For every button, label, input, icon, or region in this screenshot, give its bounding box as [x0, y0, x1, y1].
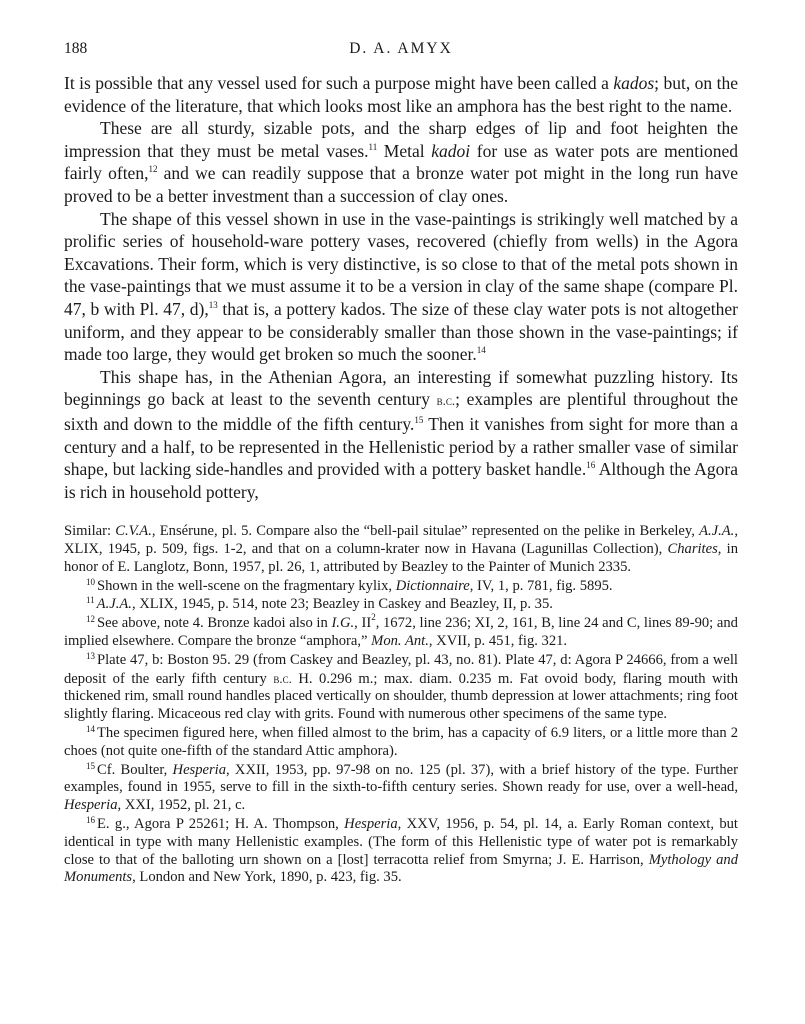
running-head: D. A. AMYX: [349, 40, 453, 57]
footnote-16: $^{16}$ E. g., Agora P 25261; H. A. Thompson, Hesperia, XXV, 1956, p. 54, pl. 14, a. Early Roman context, but identical in type with many Hellenistic examples. (The form of this Hellenistic type of water pot is remarkably close to that of the balloting urn shown on a [lost] terracotta relief from Smyrna; J. E. Harrison, Mythology and Monuments, London and New York, 1890, p. 423, fig. 35.: [64, 815, 738, 886]
footnote-ref-15[interactable]: 15: [414, 414, 424, 425]
footnote-ref-16[interactable]: 16: [586, 460, 596, 471]
footnote-ref-13[interactable]: 13: [208, 299, 218, 310]
footnotes: [64, 523, 738, 887]
page-number: 188: [64, 40, 88, 57]
page: [64, 38, 738, 887]
paragraph-4: This shape has, in the Athenian Agora, an interesting if somewhat puzzling history. Its beginnings go back at least to the seventh century b.c.; examples are plentiful throughout the sixth and down to the middle of the fifth century.$^{15}$ Then it vanishes from sight for more than a century and a half, to be represented in the Hellenistic period by a rather smaller vase of similar shape, but lacking side-handles and provided with a pottery basket handle.$^{16}$ Although the Agora is rich in household pottery,: [64, 366, 739, 502]
footnote-continuation: Similar: C.V.A., Ensérune, pl. 5. Compare also the “bell-pail situlae” represented on the pelike in Berkeley, A.J.A., XLIX, 1945, p. 509, figs. 1-2, and that on a column-krater now in Havana (Lagunillas Collection), Charites, in honor of E. Langlotz, Bonn, 1957, pl. 26, 1, attributed by Beazley to the Painter of Munich 2335.: [64, 523, 739, 575]
page-header: [64, 38, 738, 64]
footnote-13: $^{13}$ Plate 47, b: Boston 95. 29 (from Caskey and Beazley, pl. 43, no. 81). Plate 47, d: Agora P 24666, from a well deposit of the early fifth century b.c. H. 0.296 m.; max. diam. 0.235 m. Fat ovoid body, flaring mouth with thickened rim, small round handles placed vertically on shoulder, thumb depression at lower attachments; ring foot slightly flaring. Micaceous red clay with grits. Found with numerous other specimens of the same type.: [64, 650, 738, 723]
body-text: [64, 72, 738, 503]
paragraph-1: It is possible that any vessel used for such a purpose might have been called a kados; but, on the evidence of the literature, that which looks most like an amphora has the best right to the name.: [64, 73, 738, 116]
footnote-14: $^{14}$ The specimen figured here, when filled almost to the brim, has a capacity of 6.9 liters, or a little more than 2 choes (not quite one-fifth of the standard Attic amphora).: [64, 724, 738, 759]
footnote-ref-12[interactable]: 12: [148, 164, 158, 175]
paragraph-2: These are all sturdy, sizable pots, and the sharp edges of lip and foot heighten the impression that they must be metal vases.$^{11}$ Metal kadoi for use as water pots are mentioned fairly often,$^{12}$ and we can readily suppose that a bronze water pot might in the long run have proved to be a better investment than a succession of clay ones.: [64, 118, 738, 206]
footnote-15: $^{15}$ Cf. Boulter, Hesperia, XXII, 1953, pp. 97-98 on no. 125 (pl. 37), with a brief history of the type. Further examples, found in 1955, serve to fill in the sixth-to-fifth century series. Shown ready for use, over a well-head, Hesperia, XXI, 1952, pl. 21, c.: [64, 760, 738, 814]
footnote-ref-11[interactable]: 11: [368, 141, 378, 152]
paragraph-3: The shape of this vessel shown in use in the vase-paintings is strikingly well matched by a prolific series of household-ware pottery vases, recovered (chiefly from wells) in the Agora Excavations. Their form, which is very distinctive, is so close to that of the metal pots shown in the vase-paintings that we must assume it to be a version in clay of the same shape (compare Pl. 47, b with Pl. 47, d),$^{13}$ that is, a pottery kados. The size of these clay water pots is not altogether uniform, and they appear to be considerably smaller than those shown in the vase-paintings; if made too large, they would get broken so much the sooner.$^{14}$: [64, 208, 738, 365]
footnote-10: $^{10}$ Shown in the well-scene on the fragmentary kylix, Dictionnaire, IV, 1, p. 781, fig. 5895.: [86, 576, 613, 594]
footnote-ref-14[interactable]: 14: [476, 345, 486, 356]
footnote-12: $^{12}$ See above, note 4. Bronze kadoi also in I.G., $II^2$, 1672, line 236; XI, 2, 161, B, line 24 and C, lines 89-90; and implied elsewhere. Compare the bronze “amphora,” Mon. Ant., XVII, p. 451, fig. 321.: [64, 612, 738, 650]
footnote-11: $^{11}$ A.J.A., XLIX, 1945, p. 514, note 23; Beazley in Caskey and Beazley, II, p. 35.: [86, 595, 553, 613]
